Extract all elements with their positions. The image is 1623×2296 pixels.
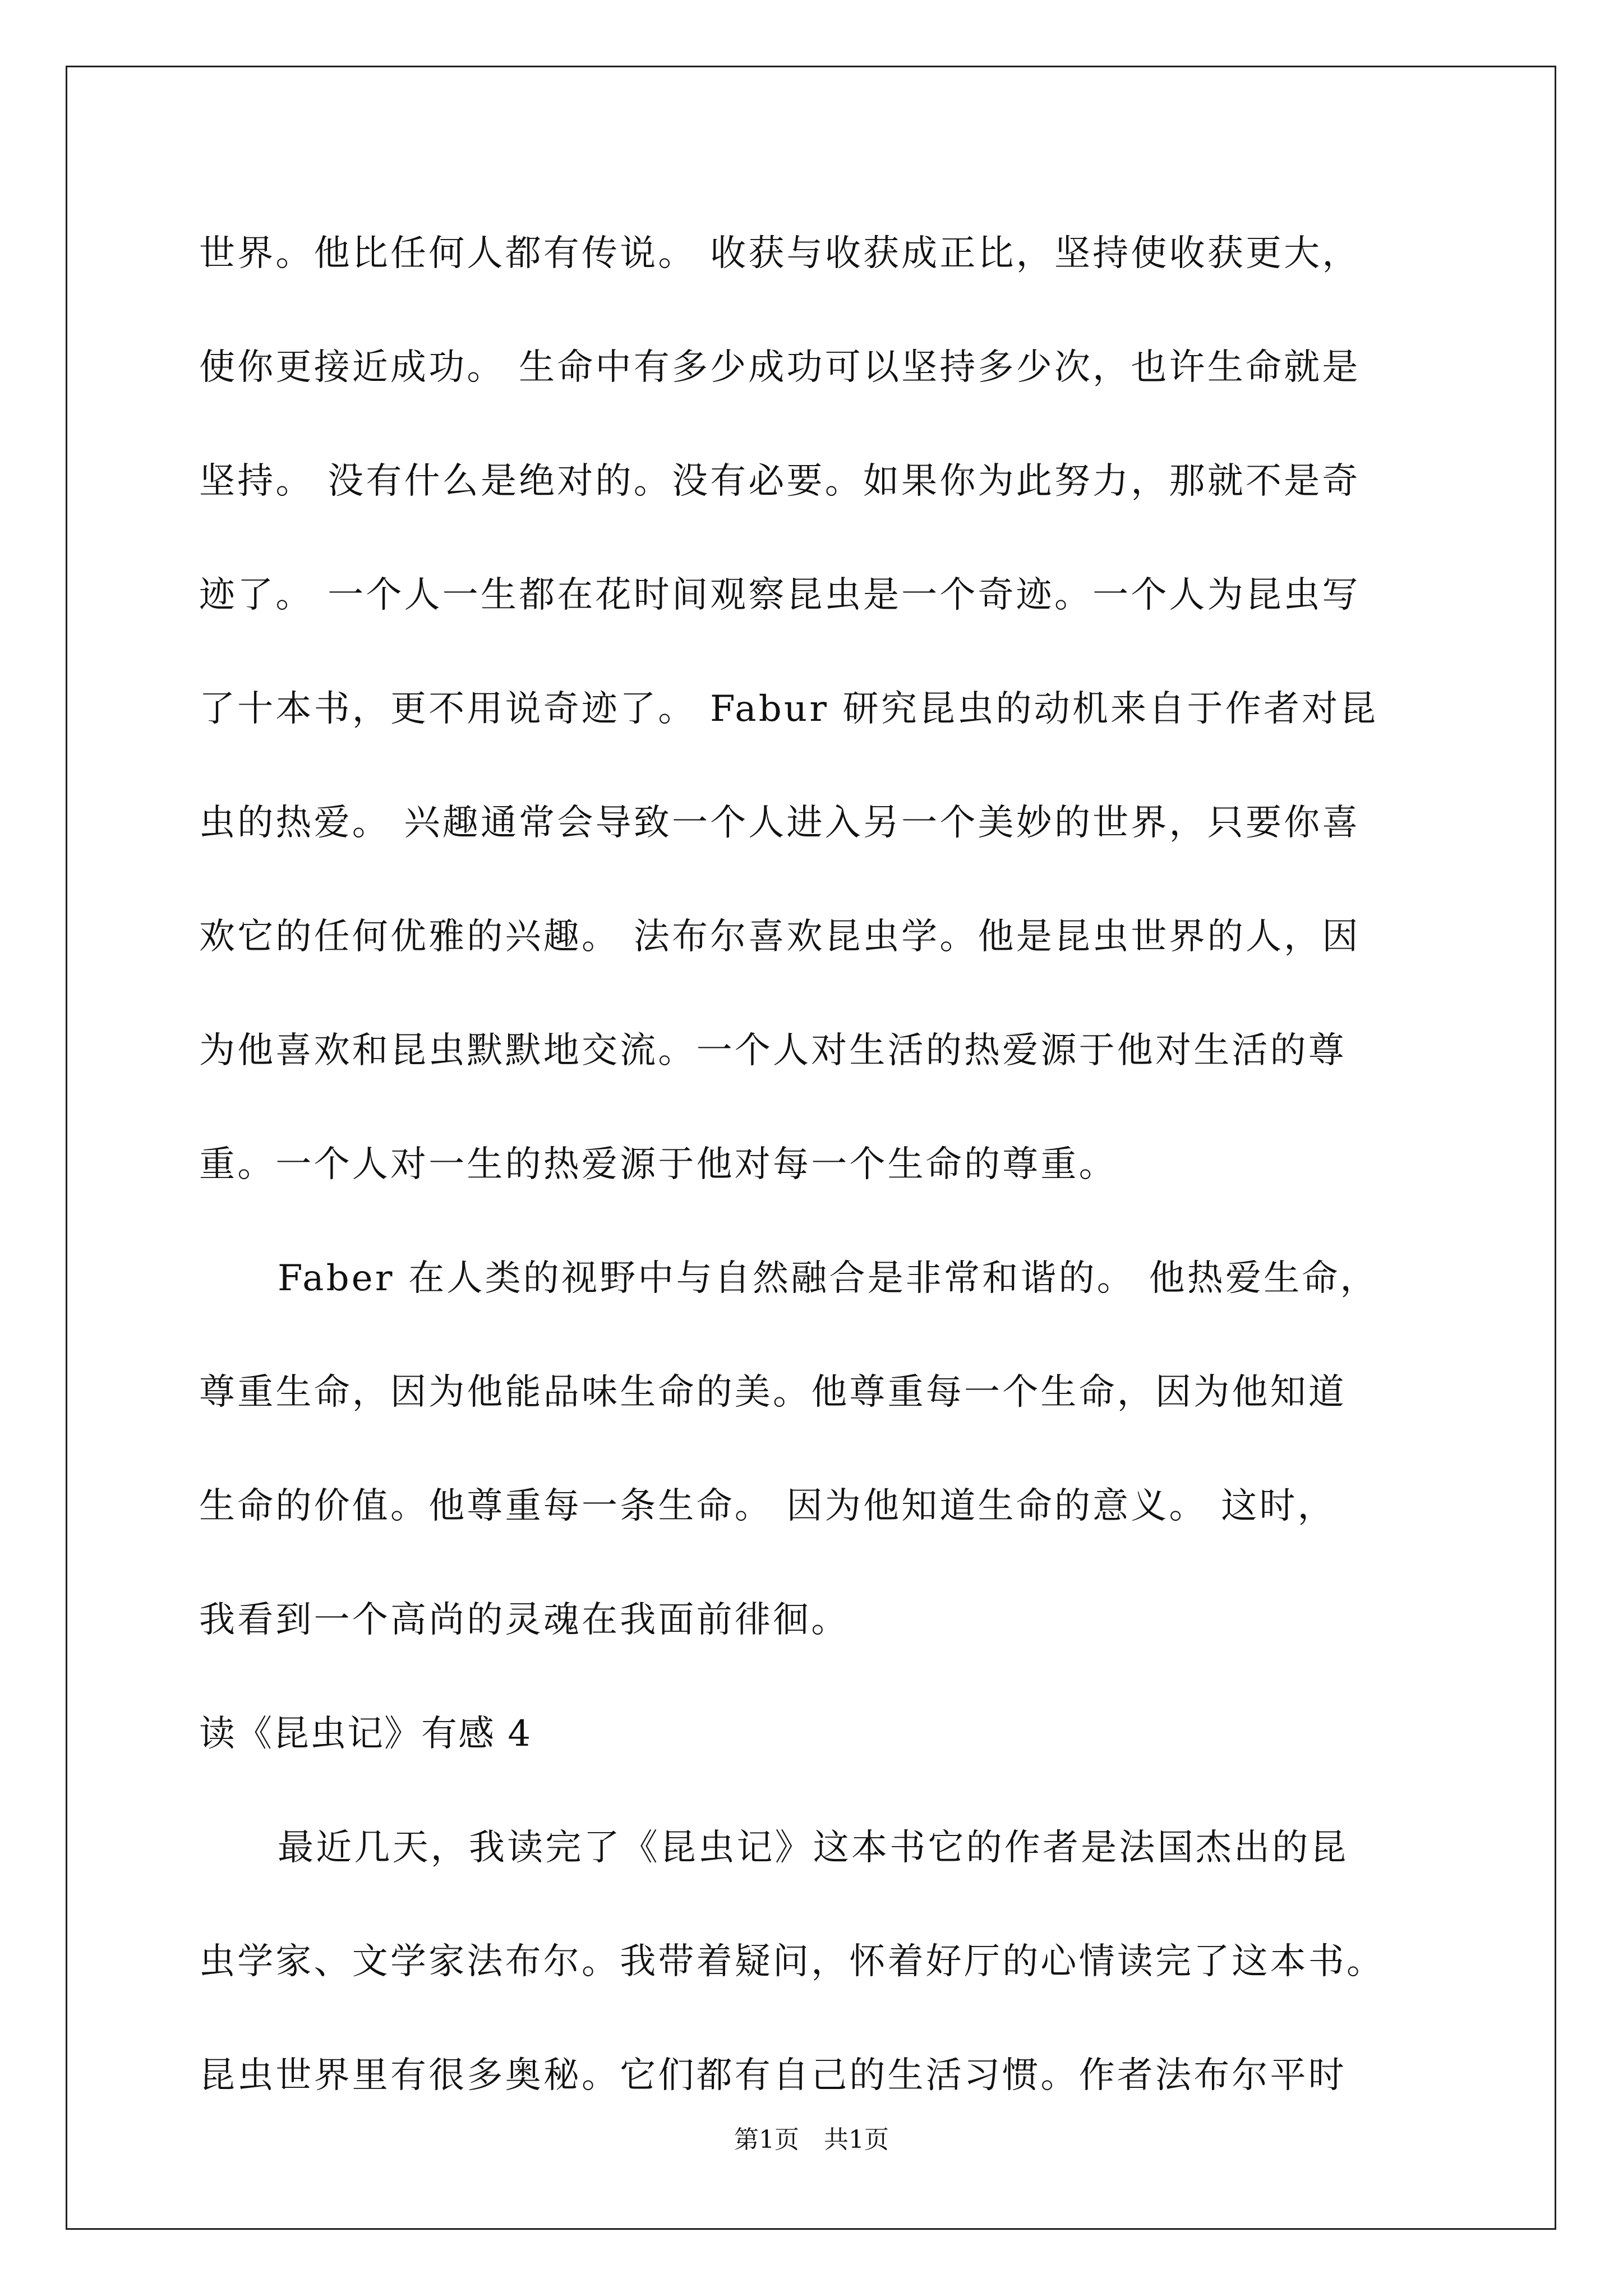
text-line: 虫的热爱。 兴趣通常会导致一个人进入另一个美妙的世界，只要你喜 bbox=[199, 802, 1361, 844]
text-line: 尊重生命，因为他能品味生命的美。他尊重每一个生命，因为他知道 bbox=[199, 1372, 1347, 1413]
text-line: 昆虫世界里有很多奥秘。它们都有自己的生活习惯。作者法布尔平时 bbox=[199, 2055, 1347, 2096]
text-line: 欢它的任何优雅的兴趣。 法布尔喜欢昆虫学。他是昆虫世界的人，因 bbox=[199, 916, 1361, 958]
text-line: 为他喜欢和昆虫默默地交流。一个人对生活的热爱源于他对生活的尊 bbox=[199, 1030, 1347, 1071]
text-line: 生命的价值。他尊重每一条生命。 因为他知道生命的意义。 这时， bbox=[199, 1485, 1336, 1527]
text-line: 坚持。 没有什么是绝对的。没有必要。如果你为此努力，那就不是奇 bbox=[199, 461, 1361, 502]
text-line: 世界。他比任何人都有传说。 收获与收获成正比，坚持使收获更大， bbox=[199, 233, 1361, 274]
page-number-footer: 第1页 共1页 bbox=[734, 2125, 889, 2154]
section-heading: 读《昆虫记》有感 4 bbox=[199, 1713, 532, 1755]
text-line: 最近几天，我读完了《昆虫记》这本书它的作者是法国杰出的昆 bbox=[278, 1827, 1349, 1869]
text-line: 了十本书，更不用说奇迹了。 Fabur 研究昆虫的动机来自于作者对昆 bbox=[199, 688, 1378, 730]
text-line: 虫学家、文学家法布尔。我带着疑问，怀着好厅的心情读完了这本书。 bbox=[199, 1941, 1385, 1982]
text-line: 使你更接近成功。 生命中有多少成功可以坚持多少次，也许生命就是 bbox=[199, 347, 1361, 388]
text-line: Faber 在人类的视野中与自然融合是非常和谐的。 他热爱生命， bbox=[278, 1258, 1378, 1299]
text-line: 我看到一个高尚的灵魂在我面前徘徊。 bbox=[199, 1599, 850, 1641]
text-line: 重。一个人对一生的热爱源于他对每一个生命的尊重。 bbox=[199, 1144, 1117, 1185]
text-line: 迹了。 一个人一生都在花时间观察昆虫是一个奇迹。一个人为昆虫写 bbox=[199, 574, 1361, 616]
